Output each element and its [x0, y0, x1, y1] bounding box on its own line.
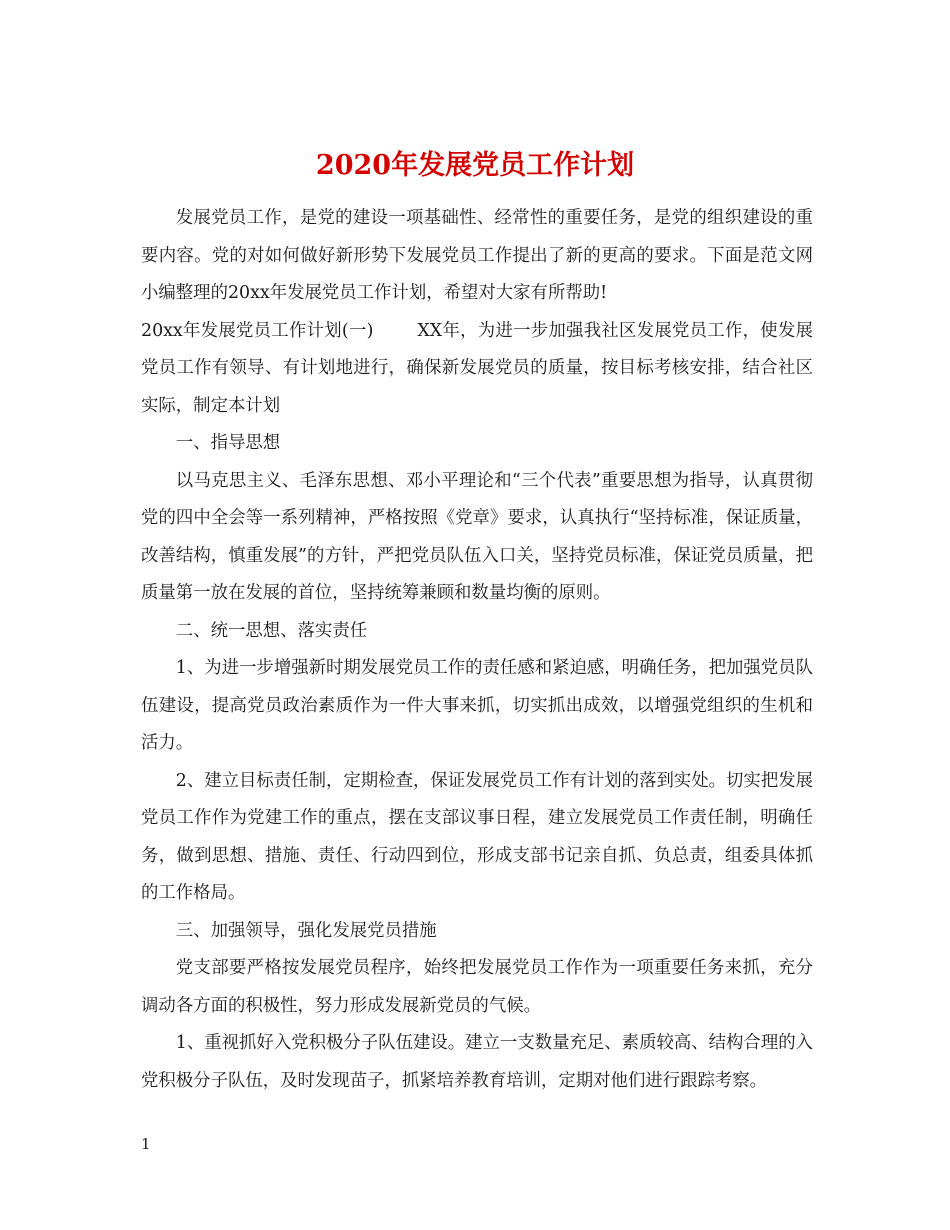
section-heading-3: 三、加强领导，强化发展党员措施	[175, 920, 437, 941]
section-heading-2: 二、统一思想、落实责任	[175, 620, 368, 641]
intro-paragraph: 发展党员工作，是党的建设一项基础性、经常性的重要任务，是党的组织建设的重要内容。党的对如何做好新形势下发展党员工作提出了新的更高的要求。下面是范文网小编整理的20xx年发展党员工作计划，希望对大家有所帮助!	[141, 208, 813, 303]
page-number: 1	[141, 1135, 151, 1153]
section-2-paragraph-1: 1、为进一步增强新时期发展党员工作的责任感和紧迫感，明确任务，把加强党员队伍建设，提高党员政治素质作为一件大事来抓，切实抓出成效，以增强党组织的生机和活力。	[141, 658, 813, 753]
plan-heading: 20xx年发展党员工作计划(一)	[141, 320, 374, 341]
section-3-paragraph-2: 1、重视抓好入党积极分子队伍建设。建立一支数量充足、素质较高、结构合理的入党积极分子队伍，及时发现苗子，抓紧培养教育培训，定期对他们进行跟踪考察。	[141, 1033, 813, 1091]
section-2-paragraph-2: 2、建立目标责任制，定期检查，保证发展党员工作有计划的落到实处。切实把发展党员工作作为党建工作的重点，摆在支部议事日程，建立发展党员工作责任制，明确任务，做到思想、措施、责任、行动四到位，形成支部书记亲自抓、负总责，组委具体抓的工作格局。	[141, 770, 813, 903]
section-heading-1: 一、指导思想	[175, 433, 281, 453]
section-3-paragraph-1: 党支部要严格按发展党员程序，始终把发展党员工作作为一项重要任务来抓，充分调动各方面的积极性，努力形成发展新党员的气候。	[141, 958, 813, 1016]
plan-intro: XX年，为进一步加强我社区发展党员工作，使发展党员工作有领导、有计划地进行，确保新发展党员的质量，按目标考核安排，结合社区实际，制定本计划	[141, 320, 813, 416]
document-body	[141, 200, 813, 1100]
section-1-paragraph-1: 以马克思主义、毛泽东思想、邓小平理论和“三个代表”重要思想为指导，认真贯彻党的四中全会等一系列精神，严格按照《党章》要求，认真执行“坚持标准，保证质量，改善结构，慎重发展”的方针，严把党员队伍入口关，坚持党员标准，保证党员质量，把质量第一放在发展的首位，坚持统筹兼顾和数量均衡的原则。	[141, 470, 813, 603]
plan-paragraph	[141, 313, 813, 426]
document-title: 2020年发展党员工作计划	[315, 150, 635, 182]
